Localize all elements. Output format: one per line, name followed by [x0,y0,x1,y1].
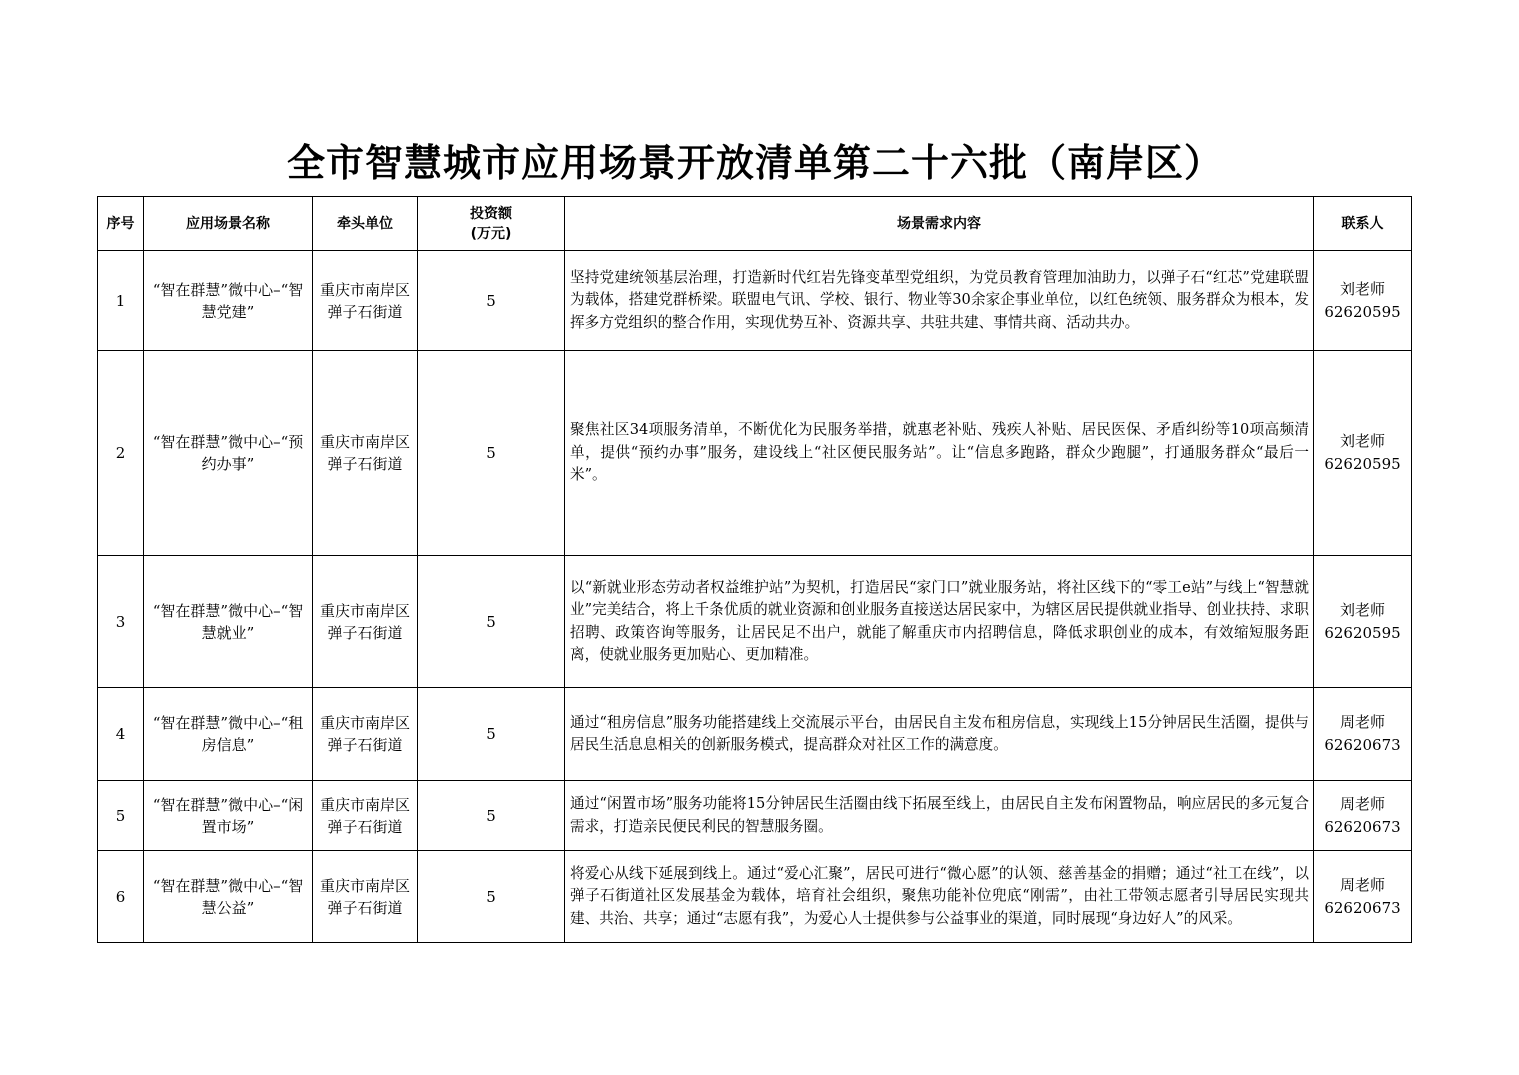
contact-name: 周老师 [1339,713,1385,731]
row-lead-unit: 重庆市南岸区弹子石街道 [313,251,418,351]
header-contact: 联系人 [1314,197,1412,251]
row-content: 聚焦社区34项服务清单，不断优化为民服务举措，就惠老补贴、残疾人补贴、居民医保、矛盾纠纷等10项高频清单，提供“预约办事”服务，建设线上“社区便民服务站”。让“信息多跑路，群众少跑腿”，打通服务群众“最后一米”。 [565,351,1314,556]
row-contact [1314,351,1412,556]
row-lead-unit: 重庆市南岸区弹子石街道 [313,351,418,556]
row-content: 将爱心从线下延展到线上。通过“爱心汇聚”，居民可进行“微心愿”的认领、慈善基金的捐赠；通过“社工在线”，以弹子石街道社区发展基金为载体，培育社会组织，聚焦功能补位兜底“刚需”，由社工带领志愿者引导居民实现共建、共治、共享；通过“志愿有我”，为爱心人士提供参与公益事业的渠道，同时展现“身边好人”的风采。 [565,851,1314,943]
row-content: 以“新就业形态劳动者权益维护站”为契机，打造居民“家门口”就业服务站，将社区线下的“零工e站”与线上“智慧就业”完美结合，将上千条优质的就业资源和创业服务直接送达居民家中，为辖区居民提供就业指导、创业扶持、求职招聘、政策咨询等服务，让居民足不出户，就能了解重庆市内招聘信息，降低求职创业的成本，有效缩短服务距离，使就业服务更加贴心、更加精准。 [565,556,1314,688]
row-content: 通过“租房信息”服务功能搭建线上交流展示平台，由居民自主发布租房信息，实现线上15分钟居民生活圈，提供与居民生活息息相关的创新服务模式，提高群众对社区工作的满意度。 [565,688,1314,781]
header-amount-line2: (万元) [470,225,512,242]
row-content: 通过“闲置市场”服务功能将15分钟居民生活圈由线下拓展至线上，由居民自主发布闲置物品，响应居民的多元复合需求，打造亲民便民利民的智慧服务圈。 [565,781,1314,851]
header-amount [418,197,565,251]
row-lead-unit: 重庆市南岸区弹子石街道 [313,781,418,851]
row-scenario-name: “智在群慧”微中心–“预约办事” [144,351,313,556]
row-amount: 5 [418,851,565,943]
table-row [98,251,1412,351]
row-amount: 5 [418,251,565,351]
table-row [98,781,1412,851]
row-scenario-name: “智在群慧”微中心–“租房信息” [144,688,313,781]
contact-phone: 62620673 [1324,817,1401,836]
page-title: 全市智慧城市应用场景开放清单第二十六批（南岸区） [286,140,1223,185]
row-index: 1 [98,251,144,351]
table-row [98,851,1412,943]
row-contact [1314,556,1412,688]
row-content: 坚持党建统领基层治理，打造新时代红岩先锋变革型党组织，为党员教育管理加油助力，以弹子石“红芯”党建联盟为载体，搭建党群桥梁。联盟电气讯、学校、银行、物业等30余家企事业单位，以红色统领、服务群众为根本，发挥多方党组织的整合作用，实现优势互补、资源共享、共驻共建、事情共商、活动共办。 [565,251,1314,351]
row-lead-unit: 重庆市南岸区弹子石街道 [313,688,418,781]
contact-name: 周老师 [1339,794,1385,813]
row-index: 5 [98,781,144,851]
table-row [98,351,1412,556]
contact-name: 刘老师 [1339,600,1385,619]
header-amount-line1: 投资额 [470,205,512,222]
header-content: 场景需求内容 [565,197,1314,251]
scenario-table [97,196,1412,943]
table-row [98,556,1412,688]
row-scenario-name: “智在群慧”微中心–“智慧就业” [144,556,313,688]
row-index: 6 [98,851,144,943]
table-row [98,688,1412,781]
contact-phone: 62620595 [1324,455,1401,473]
contact-phone: 62620595 [1324,302,1401,321]
row-scenario-name: “智在群慧”微中心–“智慧公益” [144,851,313,943]
row-contact [1314,688,1412,781]
row-index: 4 [98,688,144,781]
row-amount: 5 [418,556,565,688]
row-amount: 5 [418,781,565,851]
contact-name: 刘老师 [1339,432,1385,450]
header-name: 应用场景名称 [144,197,313,251]
row-scenario-name: “智在群慧”微中心–“闲置市场” [144,781,313,851]
row-contact [1314,781,1412,851]
contact-phone: 62620673 [1324,736,1401,754]
header-row [98,197,1412,251]
row-contact [1314,251,1412,351]
contact-name: 刘老师 [1339,279,1385,298]
contact-phone: 62620673 [1324,898,1401,917]
row-index: 2 [98,351,144,556]
row-contact [1314,851,1412,943]
row-scenario-name: “智在群慧”微中心–“智慧党建” [144,251,313,351]
row-index: 3 [98,556,144,688]
header-unit: 牵头单位 [313,197,418,251]
contact-phone: 62620595 [1324,623,1401,642]
row-amount: 5 [418,351,565,556]
row-amount: 5 [418,688,565,781]
row-lead-unit: 重庆市南岸区弹子石街道 [313,851,418,943]
header-index: 序号 [98,197,144,251]
row-lead-unit: 重庆市南岸区弹子石街道 [313,556,418,688]
contact-name: 周老师 [1339,875,1385,894]
